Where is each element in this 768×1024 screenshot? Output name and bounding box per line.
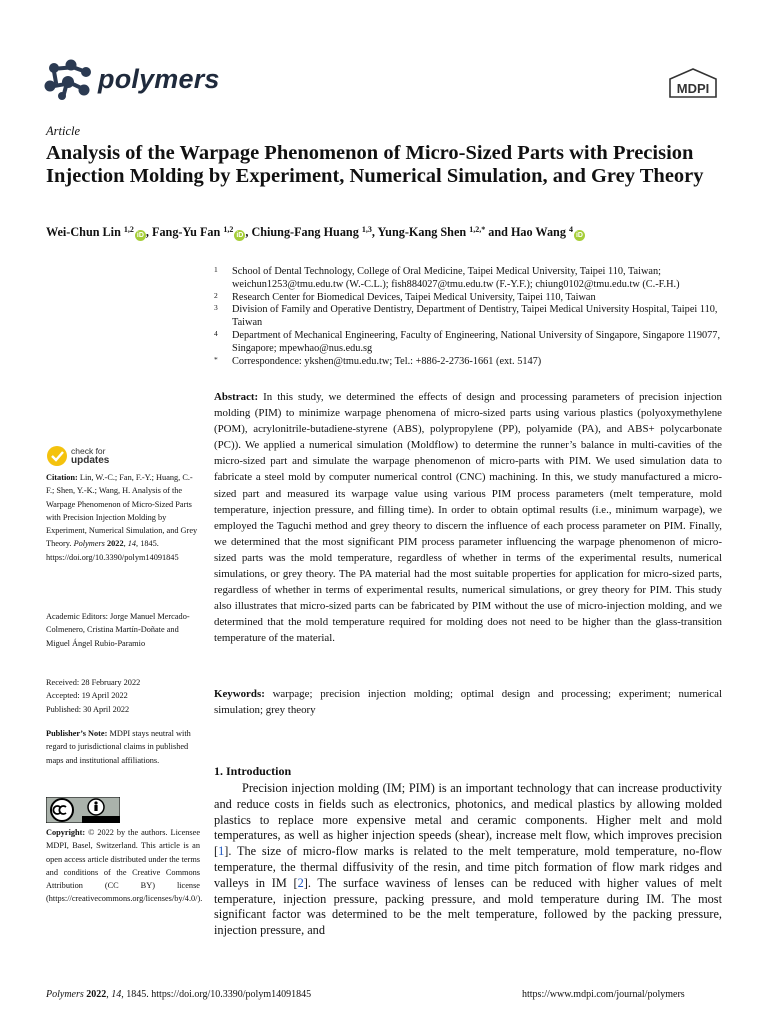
affiliation-text: Division of Family and Operative Dentistry, Department of Dentistry, Taipei Medical University Hospital, Taipei 110, Taiwan — [232, 304, 718, 329]
affiliation-item — [214, 304, 724, 330]
abstract-text: In this study, we determined the effects of design and processing parameters of precision injection molding (PIM) to minimize warpage phenomena of micro-sized parts using various plastics (polyoxymethylene (POM), acrylonitrile-butadiene-styrene (ABS), polypropylene (PP), polyamide (PA), and ABS+ polycarbonate (PC)). We applied a numerical simulation (Moldflow) to determine the runner’s balance in multi-cavities of the micro-sized part and simulate the warpage phenomenon of micro-parts with PIM. We used simulation data to fabricate a steel mold by computer numerical control (CNC) machining. In this, we study manufactured a micro-sized part and measured its warpage value using various PIM process parameters (melt temperature, mold temperature, injection pressure, and filling time). In order to obtain optimal results (i.e., minimum warpage), we employed the Taguchi method and grey theory to discern the influence of each process parameter on PIM. Finally, we determined that the most significant PIM process parameter influencing the warpage phenomenon of micro-sized parts was the mold temperature, regardless of whether in terms of the experimental results, numerical simulations, or grey theory. The PA material had the most suitable properties for application for micro-sized parts, regardless of whether in terms of experimental results, numerical simulations, or grey theory for PIM. This study also illustrates that micro-sized parts can be fabricated by PIM without the use of micro-injection molding, and we determined that the mold temperature required for molding does not need to be higher than the glass-transition temperature of the material. — [214, 391, 722, 645]
check-for-updates-badge[interactable] — [46, 445, 109, 467]
affiliation-text: Research Center for Biomedical Devices, Taipei Medical University, Taipei 110, Taiwan — [232, 291, 596, 303]
affiliation-item — [214, 292, 724, 305]
intro-text: ]. The size of micro-flow marks is related to the melt temperature, mold temperature, no-flow temperature, the thermal diffusivity of the resin, and time pitch formation of flow mark ridges and valleys in IM [ — [214, 844, 722, 890]
orcid-icon[interactable]: iD — [136, 232, 144, 239]
footer-year: 2022 — [86, 989, 107, 1000]
citation-text: Lin, W.-C.; Fan, F.-Y.; Huang, C.-F.; Shen, Y.-K.; Wang, H. Analysis of the Warpage Phenomenon of Micro-Sized Parts with Precision Injection Molding by Experiment, Numerical Simulation, and Grey Theory. — [46, 473, 198, 549]
affiliation-number: 2 — [214, 290, 218, 300]
publication-dates — [46, 676, 200, 716]
affiliation-item — [214, 330, 724, 356]
affiliation-text: Correspondence: ykshen@tmu.edu.tw; Tel.: +886-2-2736-1661 (ext. 5147) — [232, 355, 542, 367]
orcid-icon[interactable]: iD — [575, 232, 583, 239]
cc-by-license-icon[interactable] — [46, 797, 120, 823]
intro-text: Precision injection molding (IM; PIM) is an important technology that can increase productivity and reduce costs in fields such as electronics, photonics, and medical plastics by allowing molded plastics to replace more expensive metal and ceramic components. Higher melt and mold temperatures, as well as higher injection speeds (shear), increase melt flow, which improves precision [ — [214, 781, 722, 859]
author-list: Wei-Chun Lin $^{1,2}$iD , Fang-Yu Fan $^{1,2}$iD , Chiung-Fang Huang $^{1,3}$, Yung-Kang Shen $^{1,2,*}$ and Hao Wang $^4$iD — [46, 225, 583, 239]
affiliation-number: 3 — [214, 303, 218, 313]
footer-journal: Polymers — [46, 989, 84, 1000]
copyright-block — [46, 826, 203, 906]
affiliations — [214, 266, 724, 368]
citation-label: Citation: — [46, 473, 78, 482]
affiliation-item — [214, 266, 724, 292]
accepted-date: Accepted: 19 April 2022 — [46, 691, 128, 701]
affiliation-text: School of Dental Technology, College of Oral Medicine, Taipei Medical University, Taipei 110, Taiwan; weichun1253@tmu.edu.tw (W.-C.L.); fish884027@tmu.edu.tw (F.-Y.F.); chiung0102@tmu.edu.tw (C.-F.H.) — [232, 266, 680, 290]
citation-doi[interactable]: , 1845. https://doi.org/10.3390/polym14091845 — [46, 539, 179, 562]
journal-logo — [44, 58, 220, 100]
author-name: Hao Wang — [510, 225, 569, 239]
publisher-name: MDPI — [676, 81, 710, 96]
mdpi-logo-icon — [666, 66, 720, 100]
publishers-note-label: Publisher’s Note: — [46, 729, 108, 738]
author-name: Chiung-Fang Huang — [251, 225, 362, 239]
keywords-text: warpage; precision injection molding; optimal design and processing; experiment; numerical simulation; grey theory — [214, 688, 722, 717]
polymers-logo-icon — [44, 58, 94, 100]
citation-block: Citation: Lin, W.-C.; Fan, F.-Y.; Huang, C.-F.; Shen, Y.-K.; Wang, H. Analysis of the Warpage Phenomenon of Micro-Sized Parts with Precision Injection Molding by Experiment, Numerical Simulation, and Grey Theory. Polymers 2022, 14, 1845. https://doi.org/10.3390/polym14091845 — [46, 473, 198, 562]
author-affiliation-sup: 4 — [568, 225, 573, 234]
article-title: Analysis of the Warpage Phenomenon of Micro-Sized Parts with Precision Injection Molding by Experiment, Numerical Simulation, and Grey Theory — [46, 142, 704, 187]
updates-label: updates — [71, 455, 110, 466]
affiliation-number: * — [214, 354, 218, 364]
published-date: Published: 30 April 2022 — [46, 704, 130, 714]
footer-doi[interactable]: , 1845. https://doi.org/10.3390/polym14091845 — [121, 989, 312, 1000]
author-name: Yung-Kang Shen — [377, 225, 470, 239]
abstract-label: Abstract: — [214, 391, 259, 403]
reference-link[interactable]: 1 — [218, 844, 225, 859]
citation-journal: Polymers — [73, 539, 105, 549]
article-type: Article — [46, 124, 81, 138]
abstract — [214, 389, 722, 647]
academic-editors: Academic Editors: Jorge Manuel Mercado-Colmenero, Cristina Martín-Doñate and Miguel Ángel Rubio-Paramio — [46, 612, 190, 648]
keywords-label: Keywords: — [214, 688, 265, 700]
orcid-icon[interactable]: iD — [236, 232, 244, 239]
footer-journal-url[interactable]: https://www.mdpi.com/journal/polymers — [522, 989, 685, 1000]
author-affiliation-sup: 1,2 — [123, 225, 134, 234]
author-name: Wei-Chun Lin — [46, 225, 124, 239]
author-affiliation-sup: 1,2 — [223, 225, 234, 234]
affiliation-text: Department of Mechanical Engineering, Faculty of Engineering, National University of Singapore, Singapore 119077, Singapore; mpewhao@nus.edu.sg — [232, 329, 721, 354]
footer-citation: Polymers 2022, 14, 1845. https://doi.org/10.3390/polym14091845 — [46, 989, 312, 1000]
received-date: Received: 28 February 2022 — [46, 678, 141, 687]
publishers-note — [46, 727, 200, 767]
author-affiliation-sup: 1,3 — [361, 225, 372, 234]
reference-link[interactable]: 2 — [297, 875, 304, 890]
footer-volume: 14 — [111, 989, 122, 1000]
author-affiliation-sup: 1,2,* — [469, 225, 486, 234]
journal-name: polymers — [98, 63, 220, 94]
keywords — [214, 686, 722, 718]
publishers-note-text: MDPI stays neutral with regard to jurisdictional claims in published maps and institutional affiliations. — [46, 729, 191, 765]
affiliation-item — [214, 356, 724, 369]
intro-text: ]. The surface waviness of lenses can be reduced with higher values of melt temperature, injection pressure, packing pressure, and mold temperature during IM. The most significant factor was determined to be the melt temperature, followed by the packing pressure, injection pressure, and — [214, 875, 723, 938]
affiliation-number: 4 — [214, 328, 218, 338]
affiliation-number: 1 — [214, 265, 218, 274]
copyright-text: © 2022 by the authors. Licensee MDPI, Basel, Switzerland. This article is an open access article distributed under the terms and conditions of the Creative Commons Attribution (CC BY) license (https://creativecommons.org/licenses/by/4.0/). — [46, 828, 203, 904]
copyright-label: Copyright: — [46, 828, 86, 837]
check-for-label: check for — [71, 446, 106, 456]
introduction-paragraph — [214, 781, 722, 939]
section-heading-introduction: 1. Introduction — [214, 764, 292, 778]
citation-year: 2022 — [107, 539, 124, 549]
author-name: Fang-Yu Fan — [152, 225, 224, 239]
citation-volume: 14 — [127, 539, 137, 549]
check-for-updates-icon — [46, 445, 68, 467]
